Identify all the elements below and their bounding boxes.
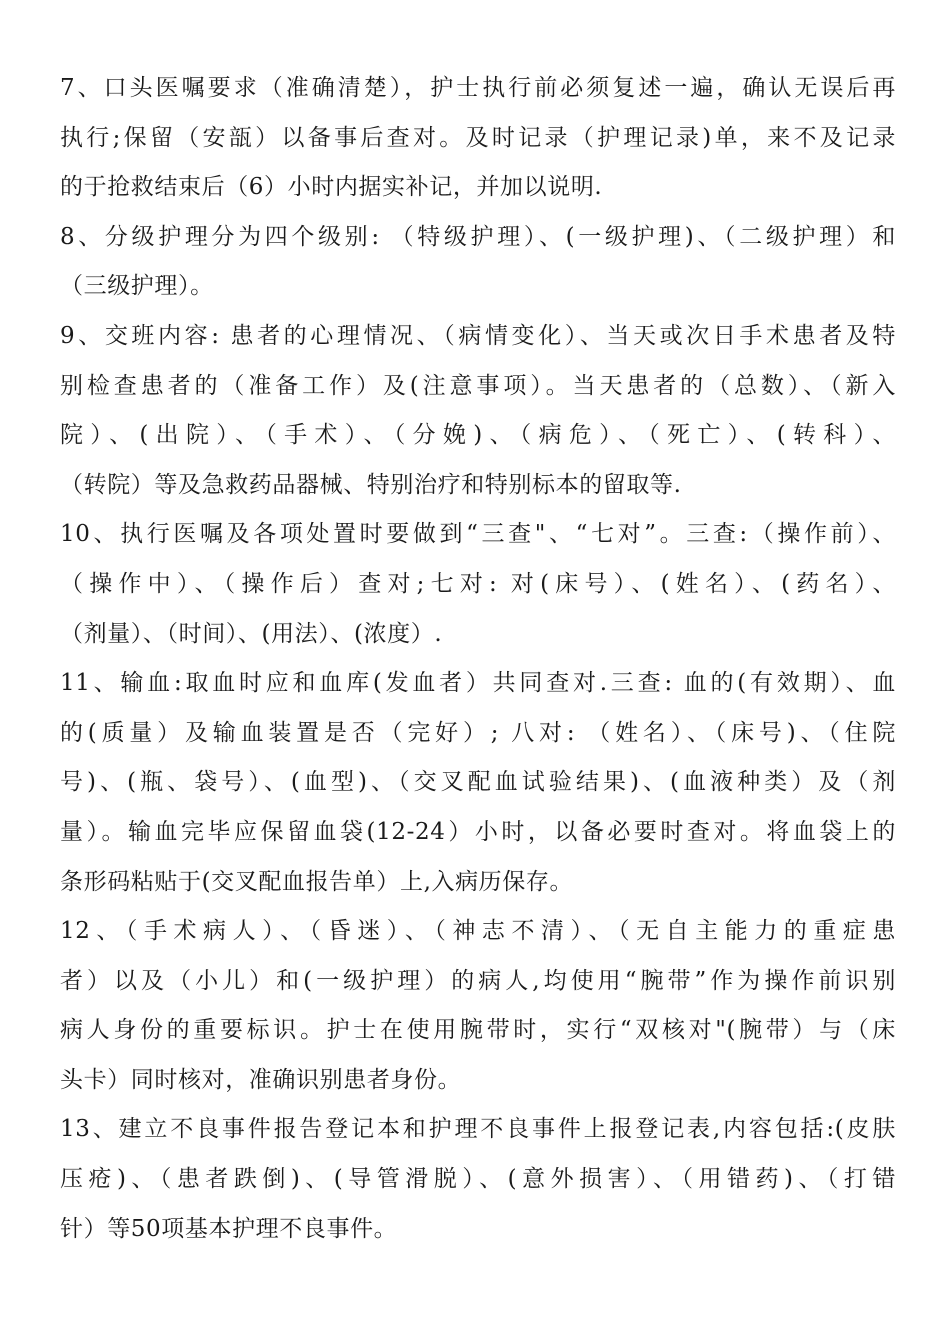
text-line: 量）。输血完毕应保留血袋(12-24）小时，以备必要时查对。将血袋上的	[60, 818, 896, 845]
text-line: 12、（手术病人）、（昏迷）、（神志不清）、（无自主能力的重症患	[60, 918, 896, 945]
text-line: 压疮)、（患者跌倒)、(导管滑脱）、(意外损害）、（用错药)、（打错	[60, 1166, 896, 1193]
text-line: （三级护理）。	[60, 273, 214, 300]
text-line: （转院）等及急救药品器械、特别治疗和特别标本的留取等.	[60, 471, 682, 498]
text-line: 8、分级护理分为四个级别: （特级护理）、(一级护理)、（二级护理）和	[60, 223, 896, 250]
paragraph-8	[60, 213, 896, 312]
paragraph-10	[60, 510, 896, 659]
paragraph-13	[60, 1105, 896, 1254]
text-line: 条形码粘贴于(交叉配血报告单）上,入病历保存。	[60, 868, 574, 895]
text-line: 院）、(出院）、（手术）、（分娩)、（病危）、（死亡）、(转科）、	[60, 422, 896, 449]
text-line: （剂量）、（时间）、(用法）、(浓度）.	[60, 620, 443, 647]
text-line: 者）以及（小儿）和(一级护理）的病人,均使用“腕带”作为操作前识别	[60, 967, 896, 994]
text-line: 11、输血:取血时应和血库(发血者）共同查对.三查: 血的(有效期）、血	[60, 670, 896, 697]
text-line: 的(质量）及输血装置是否（完好）; 八对: （姓名）、（床号)、（住院	[60, 719, 896, 746]
paragraph-11	[60, 659, 896, 907]
document-body	[60, 64, 896, 1254]
text-line: 号)、(瓶、袋号）、(血型)、（交叉配血试验结果)、(血液种类）及（剂	[60, 769, 896, 796]
text-line: 病人身份的重要标识。护士在使用腕带时，实行“双核对"(腕带）与（床	[60, 1017, 896, 1044]
text-line: 9、交班内容: 患者的心理情况、（病情变化）、当天或次日手术患者及特	[60, 322, 896, 349]
text-line: 头卡）同时核对，准确识别患者身份。	[60, 1066, 462, 1093]
text-line: 别检查患者的（准备工作）及(注意事项）。当天患者的（总数）、（新入	[60, 372, 896, 399]
text-line: 的于抢救结束后（6）小时内据实补记，并加以说明.	[60, 174, 603, 201]
paragraph-9	[60, 312, 896, 510]
text-line: 针）等50项基本护理不良事件。	[60, 1215, 398, 1242]
text-line: 7、口头医嘱要求（准确清楚），护士执行前必须复述一遍，确认无误后再	[60, 75, 896, 101]
text-line: 13、建立不良事件报告登记本和护理不良事件上报登记表,内容包括:(皮肤	[60, 1116, 896, 1143]
text-line: 执行;保留（安瓿）以备事后查对。及时记录（护理记录)单，来不及记录	[60, 124, 896, 151]
text-line: 10、执行医嘱及各项处置时要做到“三查"、“七对”。三查:（操作前）、	[60, 521, 896, 548]
paragraph-12	[60, 907, 896, 1105]
paragraph-7	[60, 64, 896, 213]
text-line: （操作中）、（操作后）查对;七对: 对(床号）、(姓名）、(药名）、	[60, 570, 896, 597]
